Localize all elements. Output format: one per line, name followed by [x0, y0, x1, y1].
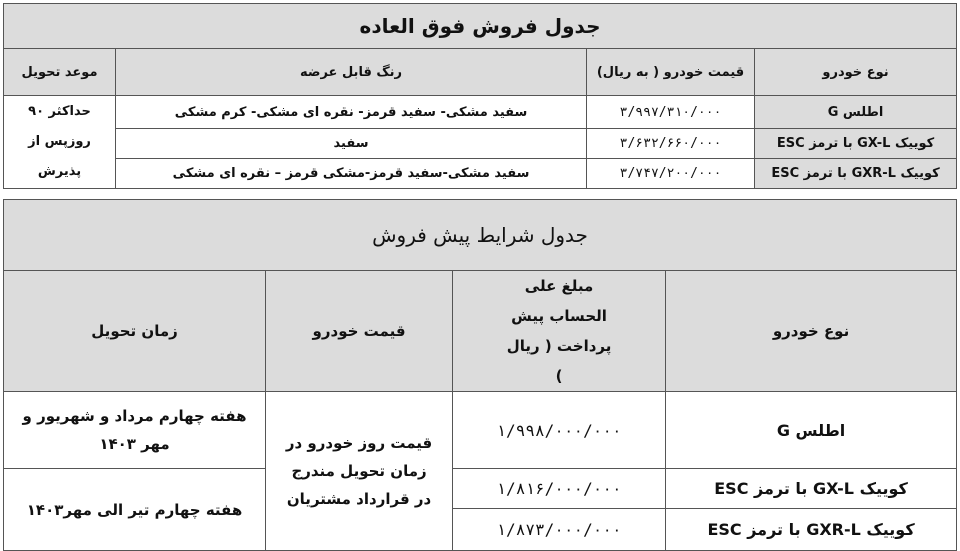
prepayment: ۱/۸۱۶/۰۰۰/۰۰۰ [453, 469, 666, 509]
header-car: نوع خودرو [755, 49, 957, 96]
header-price: قیمت خودرو [266, 271, 453, 392]
table-row [4, 159, 957, 189]
car-name: اطلس G [666, 392, 957, 469]
price-note: قیمت روز خودرو در زمان تحویل مندرج در قرارداد مشتریان [266, 392, 453, 551]
price: ۳/۶۳۲/۶۶۰/۰۰۰ [587, 129, 755, 159]
table-row [4, 392, 957, 469]
prepayment: ۱/۹۹۸/۰۰۰/۰۰۰ [453, 392, 666, 469]
car-name: کوییک GXR-L با ترمز ESC [666, 509, 957, 551]
table-title: جدول فروش فوق العاده [4, 4, 957, 49]
table-title: جدول شرایط پیش فروش [4, 200, 957, 271]
prepayment: ۱/۸۷۳/۰۰۰/۰۰۰ [453, 509, 666, 551]
car-name: کوییک GXR-L با ترمز ESC [755, 159, 957, 189]
header-prepayment: مبلغ علی الحساب پیش پرداخت ( ریال ) [453, 271, 666, 392]
colors: سفید مشکی-سفید قرمز-مشکی قرمز – نقره ای مشکی [116, 159, 587, 189]
table-row [4, 129, 957, 159]
header-delivery: موعد تحویل [4, 49, 116, 96]
price: ۳/۷۴۷/۲۰۰/۰۰۰ [587, 159, 755, 189]
car-name: اطلس G [755, 96, 957, 129]
header-car: نوع خودرو [666, 271, 957, 392]
delivery: هفته چهارم تیر الی مهر۱۴۰۳ [4, 469, 266, 551]
header-colors: رنگ قابل عرضه [116, 49, 587, 96]
delivery: هفته چهارم مرداد و شهریور و مهر ۱۴۰۳ [4, 392, 266, 469]
car-name: کوییک GX-L با ترمز ESC [666, 469, 957, 509]
colors: سفید [116, 129, 587, 159]
colors: سفید مشکی- سفید قرمز- نقره ای مشکی- کرم مشکی [116, 96, 587, 129]
table-row [4, 96, 957, 129]
header-delivery: زمان تحویل [4, 271, 266, 392]
car-name: کوییک GX-L با ترمز ESC [755, 129, 957, 159]
presale-conditions-table [3, 199, 957, 551]
delivery: حداکثر ۹۰ روزپس از پذیرش [4, 96, 116, 189]
header-price: قیمت خودرو ( به ریال) [587, 49, 755, 96]
special-sale-table [3, 3, 957, 189]
table-row [4, 469, 957, 509]
price: ۳/۹۹۷/۳۱۰/۰۰۰ [587, 96, 755, 129]
